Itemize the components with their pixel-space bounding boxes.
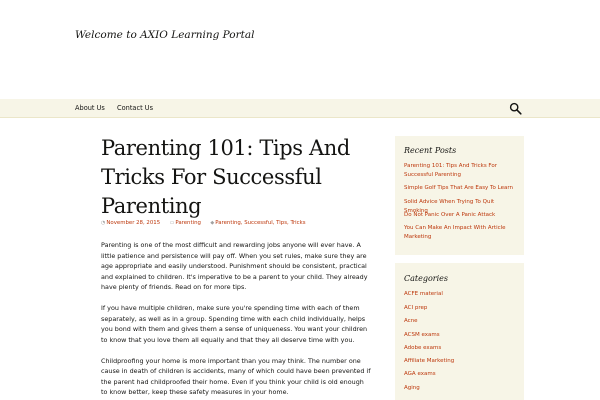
post-paragraph: Childproofing your home is more important than you may think. The number one cause in death of children is accidents, many of which could have been prevented if the parent had childproofed their home. Even if you think your child is old enough to know better, keep these safety measures in your home. xyxy=(101,356,371,396)
recent-post-link[interactable]: Solid Advice When Trying To Quit Smoking xyxy=(404,199,495,214)
recent-post-link[interactable]: Do Not Panic Over A Panic Attack xyxy=(404,212,496,218)
post-category[interactable]: Parenting xyxy=(175,220,201,226)
main-navigation xyxy=(0,99,600,118)
post-content xyxy=(101,240,371,400)
categories-widget xyxy=(395,263,524,400)
recent-post-link[interactable]: Parenting 101: Tips And Tricks For Successful Parenting xyxy=(404,163,498,178)
post-tags[interactable]: Parenting, Successful, Tips, Tricks xyxy=(215,220,306,226)
recent-posts-title: Recent Posts xyxy=(404,146,457,155)
site-header xyxy=(0,0,600,99)
category-link[interactable]: ACSM exams xyxy=(404,332,440,338)
category-link[interactable]: Affiliate Marketing xyxy=(404,358,455,364)
categories-title: Categories xyxy=(404,274,448,283)
tag-icon: ◆ xyxy=(210,220,215,226)
category-link[interactable]: Aging xyxy=(404,385,420,391)
post-paragraph: Parenting is one of the most difficult and rewarding jobs anyone will ever have. A little patience and persistence will pay off. When you set rules, make sure they are age appropriate and easily understood. Punishment should be consistent, practical and explained to children. It's imperative to be a parent to your child. They already have plenty of friends. Read on for more tips. xyxy=(101,241,368,291)
category-link[interactable]: Acne xyxy=(404,318,418,324)
post-title: Parenting 101: Tips And Tricks For Successful Parenting xyxy=(101,136,350,218)
recent-post-link[interactable]: You Can Make An Impact With Article Marketing xyxy=(404,225,506,240)
category-link[interactable]: AGA exams xyxy=(404,371,436,377)
category-link[interactable]: ACI prep xyxy=(404,305,428,311)
search-icon[interactable] xyxy=(509,102,522,115)
post-meta xyxy=(101,219,306,228)
post-paragraph: If you have multiple children, make sure you're spending time with each of them separately, as well as in a group. Spending time with each child individually, helps you bond with them and gives them a sense of uniqueness. You want your children to know that you love them all equally and that they all deserve time with you. xyxy=(101,304,368,344)
category-link[interactable]: ACFE material xyxy=(404,291,443,297)
clock-icon: ◔ xyxy=(101,220,106,226)
category-link[interactable]: Adobe exams xyxy=(404,345,442,351)
post-date[interactable]: November 28, 2015 xyxy=(106,220,161,226)
nav-item-contact-us[interactable]: Contact Us xyxy=(117,104,154,112)
folder-icon: ▭ xyxy=(169,220,175,226)
site-description: Welcome to AXIO Learning Portal xyxy=(75,29,255,41)
nav-item-about-us[interactable]: About Us xyxy=(75,104,105,112)
recent-post-link[interactable]: Simple Golf Tips That Are Easy To Learn xyxy=(404,185,513,191)
recent-posts-widget xyxy=(395,136,524,255)
